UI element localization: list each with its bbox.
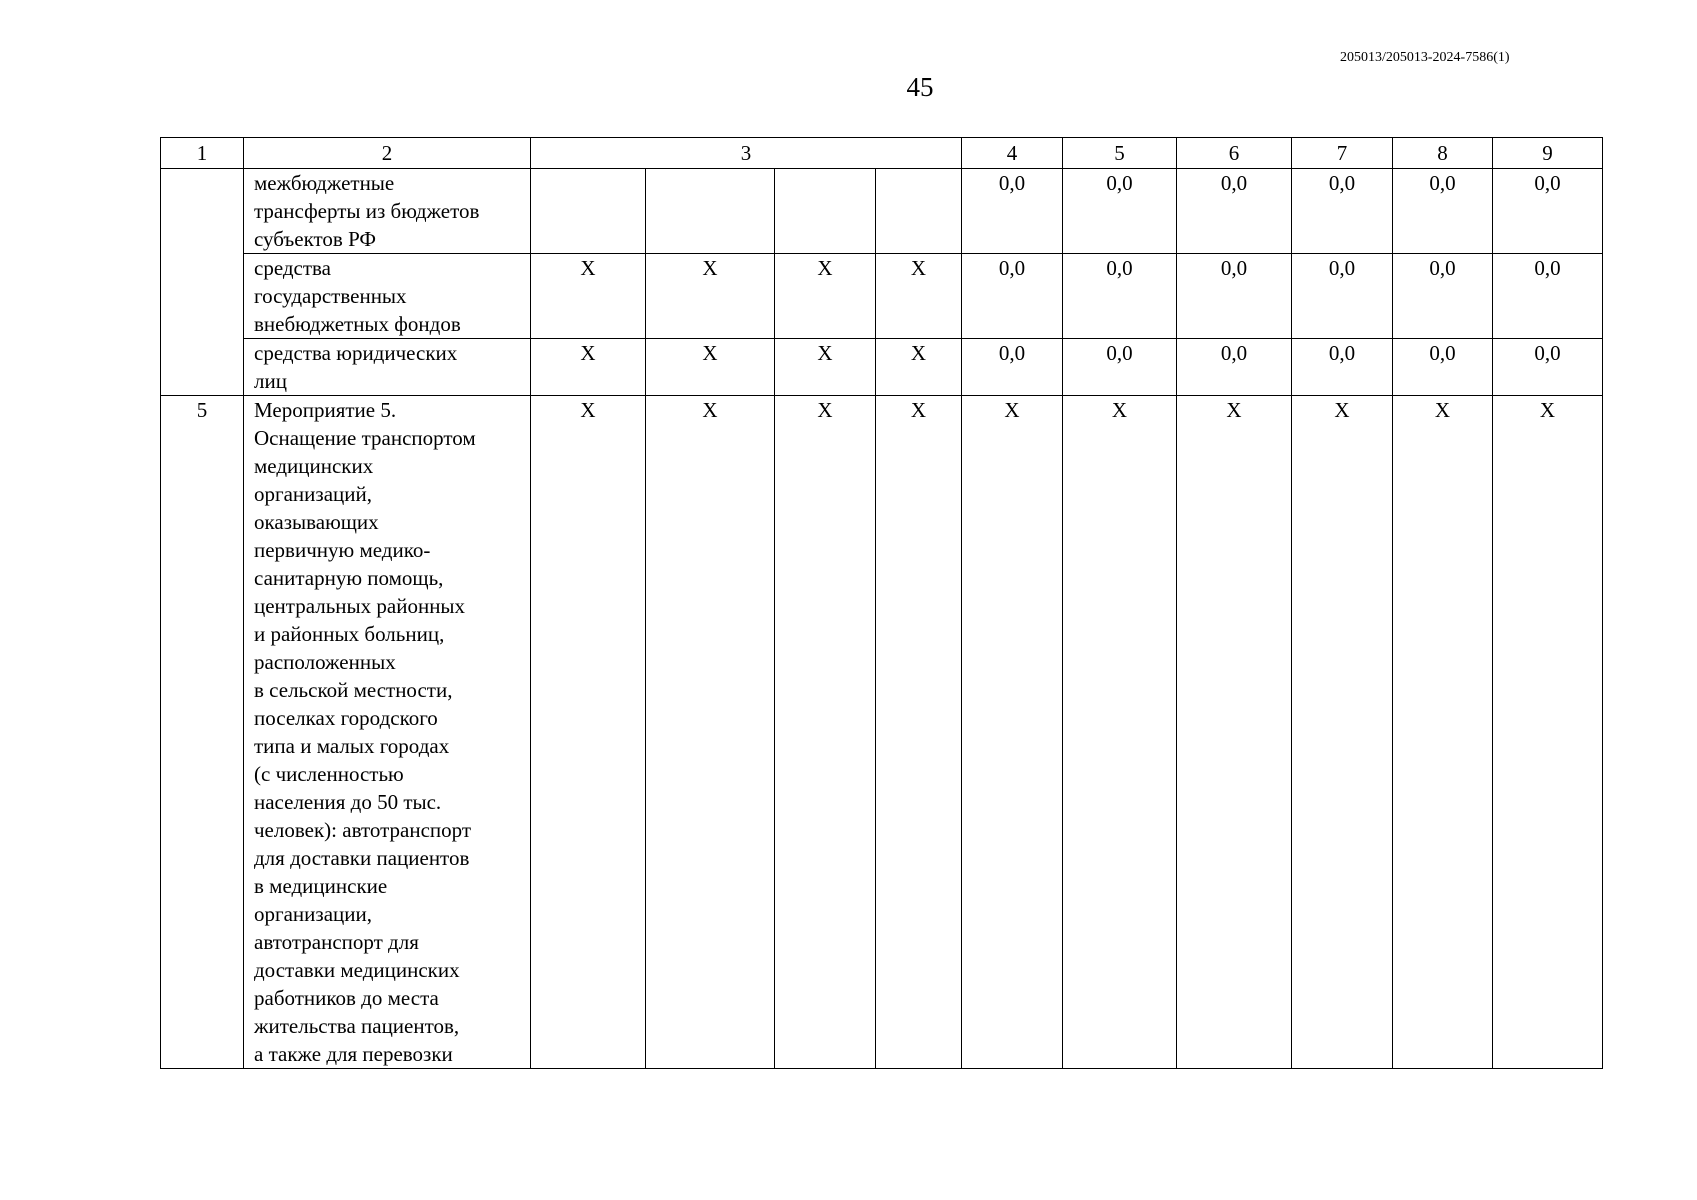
document-id: 205013/205013-2024-7586(1) bbox=[1340, 50, 1510, 65]
row-description bbox=[244, 169, 531, 254]
row-description bbox=[244, 339, 531, 396]
column-number-row bbox=[161, 138, 1603, 169]
table-row bbox=[161, 339, 1603, 396]
value-cell: 0,0 bbox=[1493, 339, 1603, 396]
row-number-cell bbox=[161, 169, 244, 396]
table-row bbox=[161, 396, 1603, 1069]
sub-cell: X bbox=[531, 396, 646, 1069]
sub-cell: X bbox=[876, 396, 962, 1069]
value-cell: 0,0 bbox=[1177, 254, 1292, 339]
value-cell: 0,0 bbox=[1393, 254, 1493, 339]
value-cell: 0,0 bbox=[1493, 169, 1603, 254]
table-row bbox=[161, 254, 1603, 339]
value-cell: 0,0 bbox=[1393, 169, 1493, 254]
column-header-7: 7 bbox=[1292, 138, 1393, 169]
sub-cell bbox=[775, 169, 876, 254]
sub-cell: X bbox=[646, 396, 775, 1069]
sub-cell: X bbox=[646, 254, 775, 339]
column-header-5: 5 bbox=[1063, 138, 1177, 169]
value-cell: X bbox=[1393, 396, 1493, 1069]
sub-cell: X bbox=[531, 339, 646, 396]
sub-cell bbox=[531, 169, 646, 254]
column-header-1: 1 bbox=[161, 138, 244, 169]
budget-table bbox=[160, 137, 1603, 1069]
sub-cell: X bbox=[531, 254, 646, 339]
value-cell: X bbox=[962, 396, 1063, 1069]
value-cell: X bbox=[1177, 396, 1292, 1069]
row-description-text: Мероприятие 5. Оснащение транспортом медицинских организаций, оказывающих первичную медико- санитарную помощь, центральных районных и районных больниц, расположенных в сельской местности, поселках городского типа и малых городах (с численностью населения до 50 тыс. человек): автотранспорт для доставки пациентов в медицинские организации, автотранспорт для доставки медицинских работников до места жительства пациентов, а также для перевозки bbox=[254, 398, 476, 1066]
value-cell: 0,0 bbox=[1292, 339, 1393, 396]
value-cell: 0,0 bbox=[1177, 339, 1292, 396]
value-cell: X bbox=[1292, 396, 1393, 1069]
column-header-8: 8 bbox=[1393, 138, 1493, 169]
value-cell: 0,0 bbox=[1493, 254, 1603, 339]
sub-cell: X bbox=[775, 339, 876, 396]
column-header-4: 4 bbox=[962, 138, 1063, 169]
value-cell: 0,0 bbox=[1177, 169, 1292, 254]
column-header-9: 9 bbox=[1493, 138, 1603, 169]
value-cell: 0,0 bbox=[1063, 339, 1177, 396]
value-cell: 0,0 bbox=[1063, 169, 1177, 254]
row-description-text: средства государственных внебюджетных фондов bbox=[254, 256, 461, 336]
row-number-cell: 5 bbox=[161, 396, 244, 1069]
row-description bbox=[244, 396, 531, 1069]
column-header-3: 3 bbox=[531, 138, 962, 169]
page-number: 45 bbox=[906, 72, 934, 102]
value-cell: 0,0 bbox=[962, 339, 1063, 396]
value-cell: X bbox=[1063, 396, 1177, 1069]
sub-cell: X bbox=[876, 339, 962, 396]
value-cell: 0,0 bbox=[1292, 169, 1393, 254]
sub-cell: X bbox=[775, 254, 876, 339]
table-row bbox=[161, 169, 1603, 254]
value-cell: 0,0 bbox=[962, 169, 1063, 254]
value-cell: 0,0 bbox=[1063, 254, 1177, 339]
column-header-2: 2 bbox=[244, 138, 531, 169]
sub-cell bbox=[876, 169, 962, 254]
row-description-text: межбюджетные трансферты из бюджетов субъектов РФ bbox=[254, 171, 480, 251]
sub-cell: X bbox=[876, 254, 962, 339]
sub-cell bbox=[646, 169, 775, 254]
row-description bbox=[244, 254, 531, 339]
value-cell: 0,0 bbox=[962, 254, 1063, 339]
sub-cell: X bbox=[775, 396, 876, 1069]
value-cell: 0,0 bbox=[1292, 254, 1393, 339]
column-header-6: 6 bbox=[1177, 138, 1292, 169]
value-cell: 0,0 bbox=[1393, 339, 1493, 396]
value-cell: X bbox=[1493, 396, 1603, 1069]
sub-cell: X bbox=[646, 339, 775, 396]
row-description-text: средства юридических лиц bbox=[254, 341, 458, 393]
